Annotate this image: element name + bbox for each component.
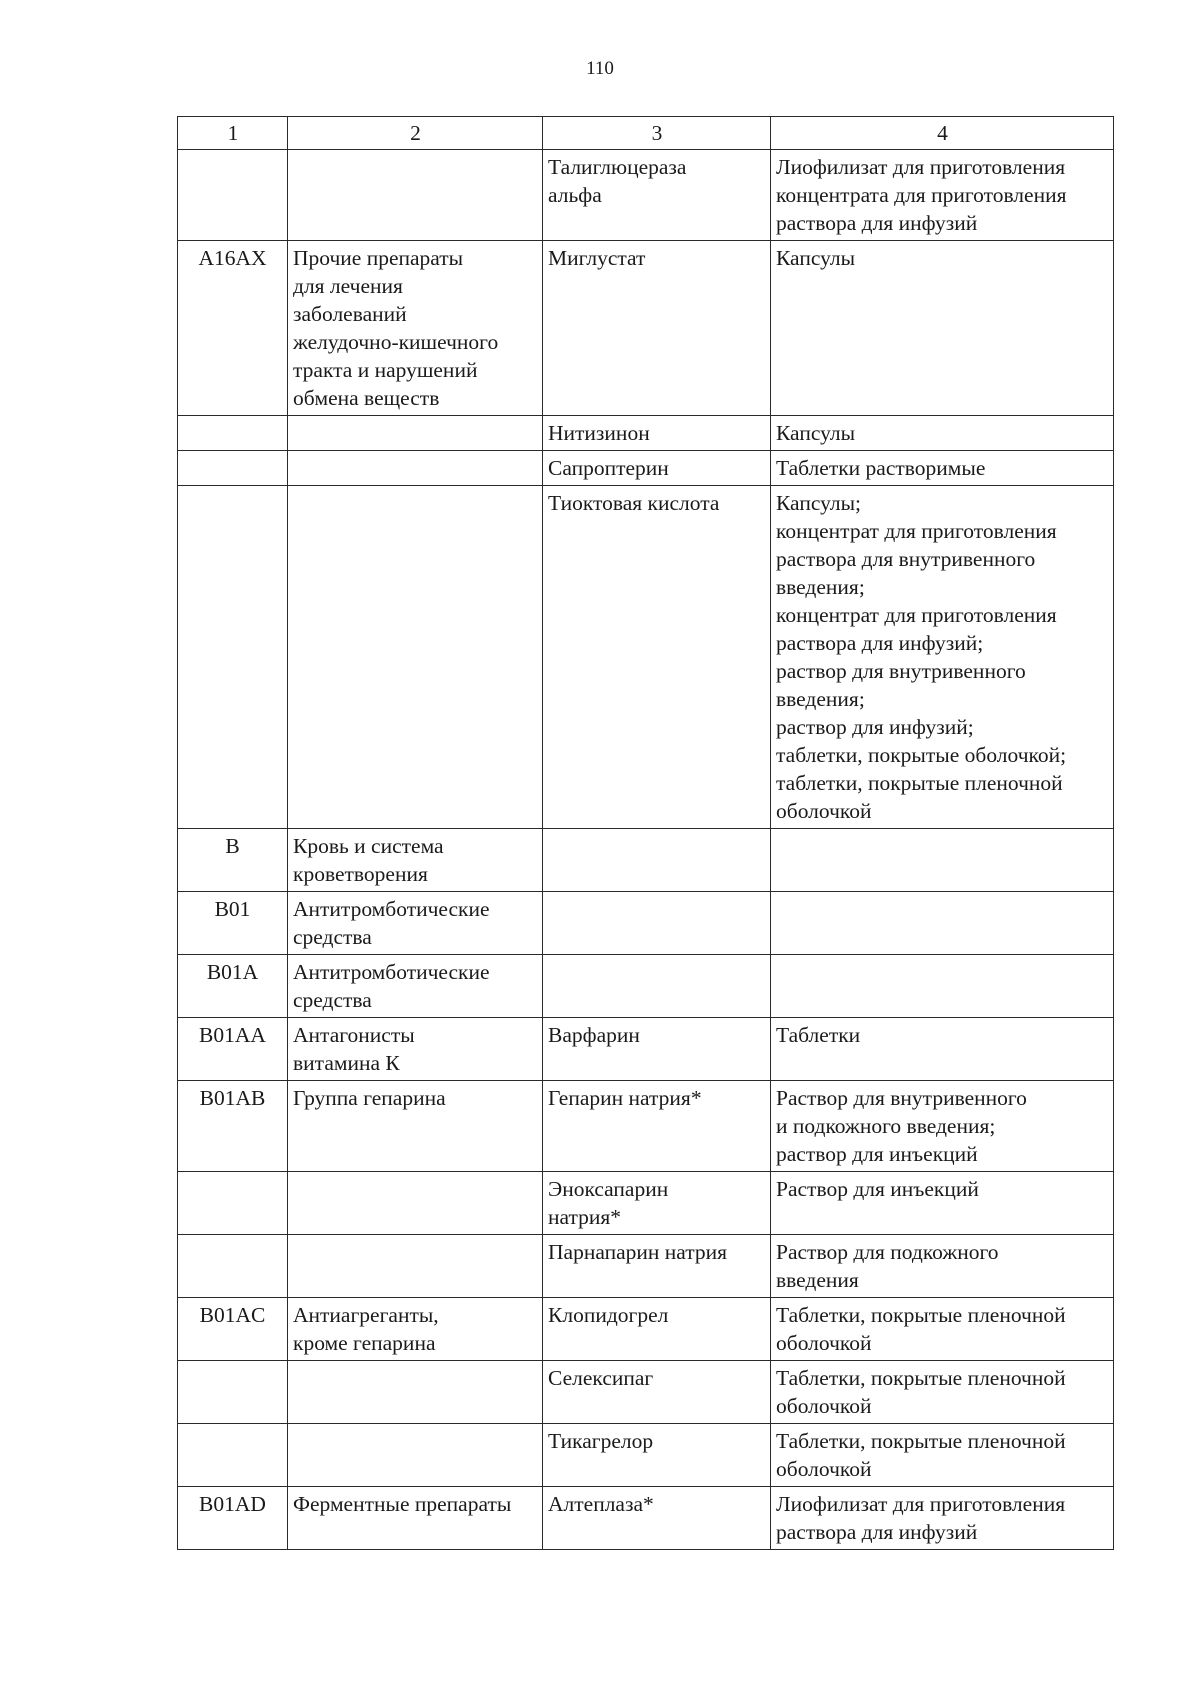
- cell-group-name: [288, 829, 543, 892]
- table-row: [178, 829, 1114, 892]
- cell-line: раствор для внутривенного: [776, 659, 1026, 683]
- cell-dosage-forms: [771, 1361, 1114, 1424]
- cell-line: Тиоктовая кислота: [548, 491, 720, 515]
- cell-line: Варфарин: [548, 1023, 640, 1047]
- cell-line: концентрат для приготовления: [776, 603, 1057, 627]
- cell-line: таблетки, покрытые оболочкой;: [776, 743, 1067, 767]
- cell-line: Антиагреганты,: [293, 1303, 439, 1327]
- cell-group-name: [288, 1487, 543, 1550]
- cell-line: Эноксапарин: [548, 1177, 669, 1201]
- cell-drug-name: [543, 829, 771, 892]
- cell-line: натрия*: [548, 1205, 622, 1229]
- cell-line: Таблетки, покрытые пленочной: [776, 1366, 1066, 1390]
- cell-drug-name: [543, 1361, 771, 1424]
- cell-line: концентрат для приготовления: [776, 519, 1057, 543]
- cell-drug-name: [543, 1172, 771, 1235]
- cell-line: Капсулы: [776, 246, 856, 270]
- cell-line: Антитромботические: [293, 960, 490, 984]
- cell-group-name: [288, 416, 543, 451]
- cell-group-name: [288, 1424, 543, 1487]
- cell-atc-code: A16AX: [178, 241, 288, 416]
- table-row: [178, 416, 1114, 451]
- table-header-row: [178, 117, 1114, 150]
- cell-atc-code: [178, 486, 288, 829]
- cell-line: Раствор для внутривенного: [776, 1086, 1027, 1110]
- cell-dosage-forms: [771, 1235, 1114, 1298]
- cell-group-name: [288, 241, 543, 416]
- cell-line: раствора для инфузий: [776, 211, 978, 235]
- header-cell-group: 2: [288, 117, 543, 150]
- cell-line: витамина К: [293, 1051, 400, 1075]
- cell-line: раствора для внутривенного: [776, 547, 1036, 571]
- cell-line: Капсулы: [776, 421, 856, 445]
- cell-line: Антагонисты: [293, 1023, 415, 1047]
- cell-line: обмена веществ: [293, 386, 440, 410]
- cell-line: Парнапарин натрия: [548, 1240, 728, 1264]
- cell-atc-code: B01AC: [178, 1298, 288, 1361]
- cell-line: тракта и нарушений: [293, 358, 478, 382]
- cell-line: оболочкой: [776, 1331, 872, 1355]
- cell-line: Лиофилизат для приготовления: [776, 155, 1066, 179]
- cell-atc-code: [178, 1424, 288, 1487]
- cell-group-name: [288, 1081, 543, 1172]
- cell-dosage-forms: [771, 1487, 1114, 1550]
- cell-dosage-forms: [771, 416, 1114, 451]
- table-body: [178, 117, 1114, 1550]
- cell-line: средства: [293, 925, 372, 949]
- cell-dosage-forms: [771, 486, 1114, 829]
- cell-drug-name: [543, 241, 771, 416]
- cell-line: оболочкой: [776, 1394, 872, 1418]
- cell-line: концентрата для приготовления: [776, 183, 1067, 207]
- cell-line: Таблетки, покрытые пленочной: [776, 1429, 1066, 1453]
- table-row: [178, 451, 1114, 486]
- cell-line: введения: [776, 1268, 859, 1292]
- cell-line: введения;: [776, 687, 865, 711]
- cell-dosage-forms: [771, 829, 1114, 892]
- cell-drug-name: [543, 1298, 771, 1361]
- cell-line: раствор для инъекций: [776, 1142, 978, 1166]
- cell-atc-code: [178, 1235, 288, 1298]
- cell-dosage-forms: [771, 1018, 1114, 1081]
- cell-line: Таблетки, покрытые пленочной: [776, 1303, 1066, 1327]
- cell-atc-code: B01A: [178, 955, 288, 1018]
- cell-drug-name: [543, 955, 771, 1018]
- table-row: [178, 1081, 1114, 1172]
- table-row: [178, 486, 1114, 829]
- cell-drug-name: [543, 1018, 771, 1081]
- cell-atc-code: [178, 1172, 288, 1235]
- cell-line: Гепарин натрия*: [548, 1086, 702, 1110]
- table-row: [178, 1487, 1114, 1550]
- cell-dosage-forms: [771, 1081, 1114, 1172]
- cell-line: Сапроптерин: [548, 456, 669, 480]
- cell-group-name: [288, 892, 543, 955]
- cell-atc-code: B01: [178, 892, 288, 955]
- cell-line: Миглустат: [548, 246, 646, 270]
- header-cell-drug: 3: [543, 117, 771, 150]
- table-row: [178, 1298, 1114, 1361]
- cell-line: Антитромботические: [293, 897, 490, 921]
- cell-line: введения;: [776, 575, 865, 599]
- cell-line: Нитизинон: [548, 421, 650, 445]
- cell-dosage-forms: [771, 955, 1114, 1018]
- cell-line: Клопидогрел: [548, 1303, 669, 1327]
- table-row: [178, 1424, 1114, 1487]
- cell-group-name: [288, 1172, 543, 1235]
- cell-line: раствор для инфузий;: [776, 715, 974, 739]
- cell-line: раствора для инфузий: [776, 1520, 978, 1544]
- cell-line: кроме гепарина: [293, 1331, 436, 1355]
- cell-line: Тикагрелор: [548, 1429, 654, 1453]
- table-row: [178, 241, 1114, 416]
- cell-dosage-forms: [771, 892, 1114, 955]
- cell-drug-name: [543, 1235, 771, 1298]
- cell-group-name: [288, 955, 543, 1018]
- cell-line: Раствор для инъекций: [776, 1177, 979, 1201]
- cell-line: Таблетки: [776, 1023, 861, 1047]
- cell-drug-name: [543, 1424, 771, 1487]
- cell-dosage-forms: [771, 451, 1114, 486]
- cell-line: альфа: [548, 183, 602, 207]
- cell-dosage-forms: [771, 150, 1114, 241]
- cell-drug-name: [543, 150, 771, 241]
- header-cell-code: 1: [178, 117, 288, 150]
- cell-line: средства: [293, 988, 372, 1012]
- cell-drug-name: [543, 486, 771, 829]
- table-row: [178, 150, 1114, 241]
- cell-line: Лиофилизат для приготовления: [776, 1492, 1066, 1516]
- cell-line: Капсулы;: [776, 491, 862, 515]
- cell-line: Прочие препараты: [293, 246, 464, 270]
- cell-drug-name: [543, 1081, 771, 1172]
- cell-line: Алтеплаза*: [548, 1492, 654, 1516]
- cell-line: раствора для инфузий;: [776, 631, 984, 655]
- cell-line: Группа гепарина: [293, 1086, 446, 1110]
- cell-dosage-forms: [771, 1298, 1114, 1361]
- cell-drug-name: [543, 892, 771, 955]
- table-row: [178, 1361, 1114, 1424]
- cell-line: кроветворения: [293, 862, 428, 886]
- cell-group-name: [288, 451, 543, 486]
- cell-line: для лечения: [293, 274, 403, 298]
- cell-line: оболочкой: [776, 1457, 872, 1481]
- cell-group-name: [288, 1298, 543, 1361]
- cell-atc-code: B: [178, 829, 288, 892]
- cell-dosage-forms: [771, 1172, 1114, 1235]
- cell-line: желудочно-кишечного: [293, 330, 499, 354]
- page-number: 110: [586, 58, 614, 79]
- cell-line: Селексипаг: [548, 1366, 654, 1390]
- cell-group-name: [288, 486, 543, 829]
- cell-line: Раствор для подкожного: [776, 1240, 999, 1264]
- cell-drug-name: [543, 416, 771, 451]
- cell-dosage-forms: [771, 241, 1114, 416]
- cell-atc-code: [178, 1361, 288, 1424]
- table-row: [178, 1172, 1114, 1235]
- table-row: [178, 955, 1114, 1018]
- header-cell-forms: 4: [771, 117, 1114, 150]
- cell-group-name: [288, 1018, 543, 1081]
- cell-dosage-forms: [771, 1424, 1114, 1487]
- table-row: [178, 1018, 1114, 1081]
- cell-atc-code: B01AD: [178, 1487, 288, 1550]
- table-row: [178, 892, 1114, 955]
- cell-line: Ферментные препараты: [293, 1492, 512, 1516]
- cell-drug-name: [543, 1487, 771, 1550]
- cell-line: оболочкой: [776, 799, 872, 823]
- cell-atc-code: [178, 451, 288, 486]
- cell-atc-code: B01AA: [178, 1018, 288, 1081]
- cell-line: заболеваний: [293, 302, 407, 326]
- cell-drug-name: [543, 451, 771, 486]
- cell-atc-code: [178, 416, 288, 451]
- table-row: [178, 1235, 1114, 1298]
- cell-line: таблетки, покрытые пленочной: [776, 771, 1063, 795]
- cell-group-name: [288, 150, 543, 241]
- drug-table: [177, 116, 1114, 1550]
- cell-atc-code: B01AB: [178, 1081, 288, 1172]
- cell-line: Таблетки растворимые: [776, 456, 986, 480]
- cell-line: Талиглюцераза: [548, 155, 687, 179]
- cell-group-name: [288, 1361, 543, 1424]
- cell-group-name: [288, 1235, 543, 1298]
- cell-line: и подкожного введения;: [776, 1114, 996, 1138]
- cell-atc-code: [178, 150, 288, 241]
- cell-line: Кровь и система: [293, 834, 444, 858]
